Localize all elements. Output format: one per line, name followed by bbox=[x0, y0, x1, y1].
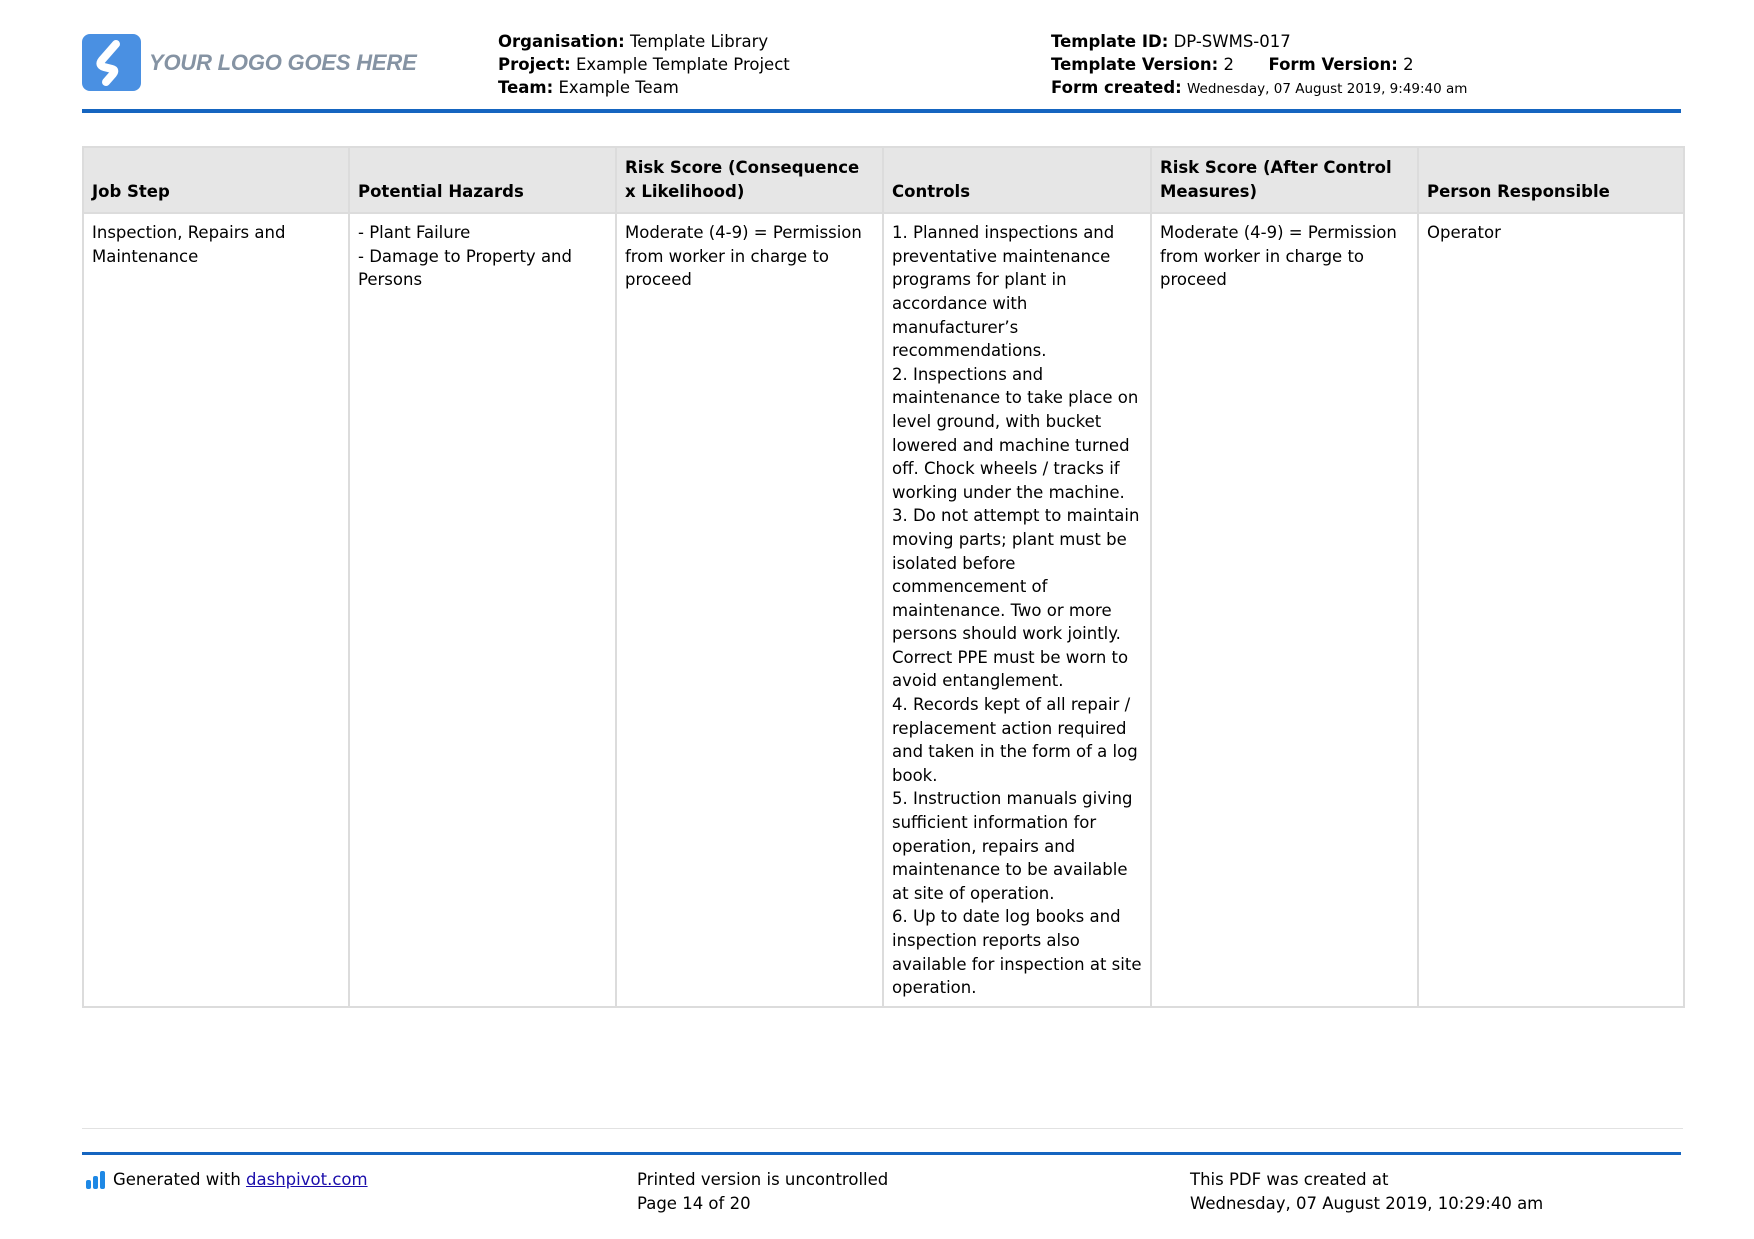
version-row bbox=[1051, 53, 1467, 76]
footer-divider bbox=[82, 1152, 1681, 1155]
table-row bbox=[83, 213, 1684, 1007]
meta-right bbox=[1051, 30, 1467, 101]
column-header: Risk Score (Consequence x Likelihood) bbox=[616, 147, 883, 213]
control-item: 2. Inspections and maintenance to take place on level ground, with bucket lowered and machine turned off. Chock wheels / tracks if working under the machine. bbox=[892, 364, 1139, 502]
footer-print-info bbox=[637, 1168, 888, 1215]
hazard-item: - Damage to Property and Persons bbox=[358, 246, 572, 290]
organisation-row bbox=[498, 30, 790, 53]
footer-created bbox=[1190, 1168, 1543, 1215]
column-header: Potential Hazards bbox=[349, 147, 616, 213]
control-item: 6. Up to date log books and inspection reports also available for inspection at site operation. bbox=[892, 907, 1142, 998]
form-created-value: Wednesday, 07 August 2019, 9:49:40 am bbox=[1187, 81, 1468, 97]
template-version-label: Template Version: bbox=[1051, 55, 1219, 74]
form-created-row bbox=[1051, 76, 1467, 101]
swms-table bbox=[82, 146, 1685, 1008]
template-id-label: Template ID: bbox=[1051, 32, 1169, 51]
column-header: Controls bbox=[883, 147, 1151, 213]
column-header: Job Step bbox=[83, 147, 349, 213]
project-row bbox=[498, 53, 790, 76]
template-id-row bbox=[1051, 30, 1467, 53]
form-version-value: 2 bbox=[1403, 55, 1414, 74]
control-item: 5. Instruction manuals giving sufficient information for operation, repairs and maintenance to be available at site of operation. bbox=[892, 789, 1133, 903]
template-id-value: DP-SWMS-017 bbox=[1173, 32, 1291, 51]
dashpivot-icon bbox=[86, 1171, 105, 1189]
control-item: 1. Planned inspections and preventative maintenance programs for plant in accordance with manufacturer’s recommendations. bbox=[892, 223, 1115, 361]
team-row bbox=[498, 76, 790, 99]
controls-cell bbox=[883, 213, 1151, 1007]
generated-text: Generated with bbox=[113, 1170, 241, 1189]
control-item: 3. Do not attempt to maintain moving parts; plant must be isolated before commencement of maintenance. Two or more persons should work jointly. Correct PPE must be worn to avoid entanglement. bbox=[892, 506, 1140, 691]
form-version-label: Form Version: bbox=[1268, 55, 1398, 74]
template-version-value: 2 bbox=[1223, 55, 1234, 74]
project-value: Example Template Project bbox=[575, 55, 790, 74]
job-step-cell: Inspection, Repairs and Maintenance bbox=[83, 213, 349, 1007]
page-number: Page 14 of 20 bbox=[637, 1193, 751, 1213]
risk-score-cell: Moderate (4-9) = Permission from worker in charge to proceed bbox=[616, 213, 883, 1007]
team-value: Example Team bbox=[558, 78, 679, 97]
dashpivot-link[interactable]: dashpivot.com bbox=[246, 1170, 368, 1189]
form-created-label: Form created: bbox=[1051, 78, 1182, 97]
printed-notice: Printed version is uncontrolled bbox=[637, 1170, 889, 1189]
risk-score-after-cell: Moderate (4-9) = Permission from worker in charge to proceed bbox=[1151, 213, 1418, 1007]
hazard-item: - Plant Failure bbox=[358, 223, 471, 243]
team-label: Team: bbox=[498, 78, 554, 97]
person-responsible-cell: Operator bbox=[1418, 213, 1684, 1007]
project-label: Project: bbox=[498, 55, 571, 74]
column-header: Risk Score (After Control Measures) bbox=[1151, 147, 1418, 213]
meta-left bbox=[498, 30, 790, 99]
footer-generated bbox=[86, 1168, 368, 1192]
organisation-label: Organisation: bbox=[498, 32, 625, 51]
logo-icon bbox=[82, 34, 141, 91]
logo-text: YOUR LOGO GOES HERE bbox=[149, 49, 417, 75]
logo bbox=[82, 34, 417, 91]
column-header: Person Responsible bbox=[1418, 147, 1684, 213]
page-header bbox=[82, 28, 1682, 114]
hazards-cell bbox=[349, 213, 616, 1007]
footer-separator bbox=[82, 1128, 1683, 1129]
table-header-row bbox=[83, 147, 1684, 213]
control-item: 4. Records kept of all repair / replacement action required and taken in the form of a log book. bbox=[892, 695, 1138, 785]
created-label: This PDF was created at bbox=[1190, 1170, 1389, 1189]
organisation-value: Template Library bbox=[629, 32, 769, 51]
header-divider bbox=[82, 109, 1681, 113]
created-timestamp: Wednesday, 07 August 2019, 10:29:40 am bbox=[1190, 1193, 1544, 1213]
